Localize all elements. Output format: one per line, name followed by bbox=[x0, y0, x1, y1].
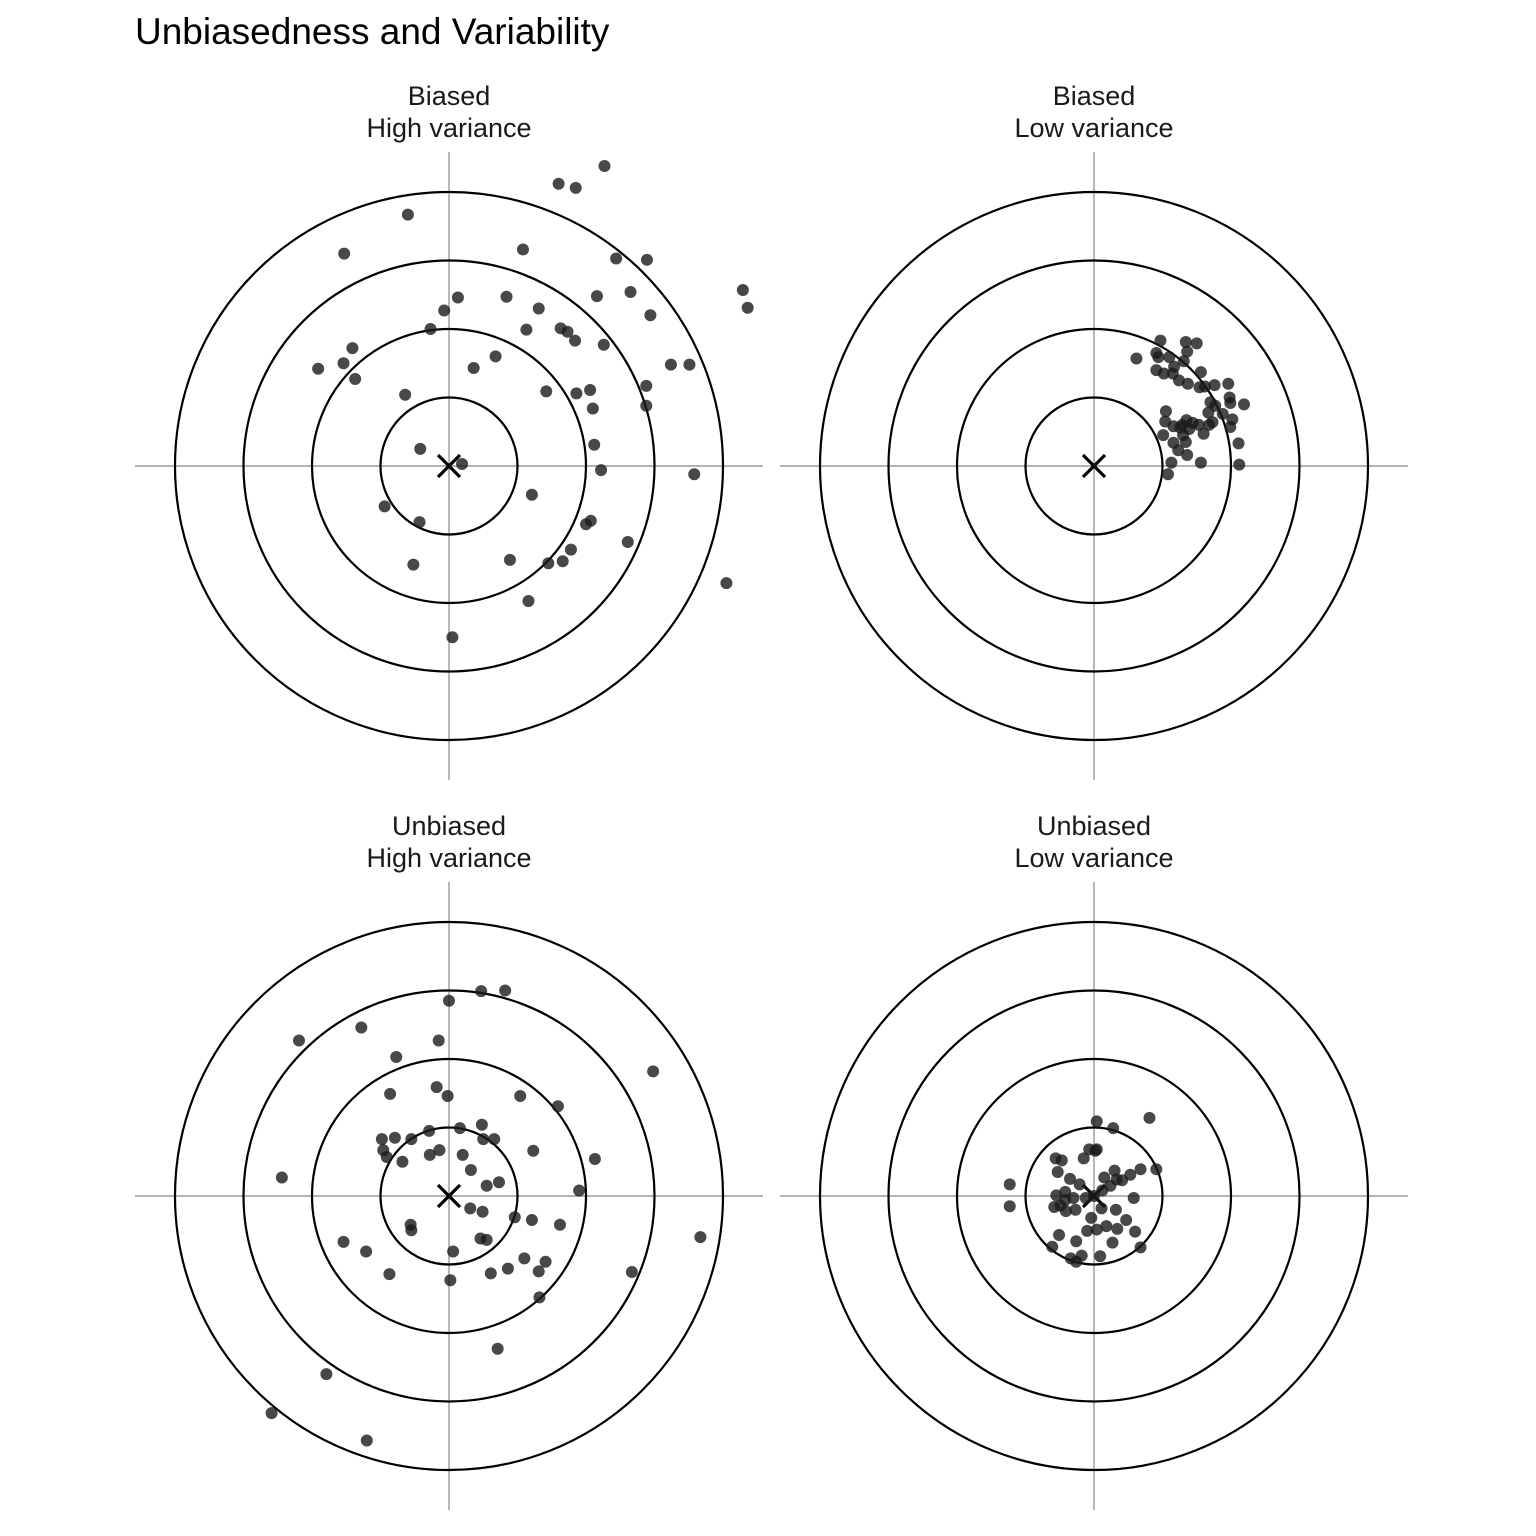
data-point bbox=[1143, 1112, 1155, 1124]
data-point bbox=[1195, 366, 1207, 378]
data-point bbox=[1183, 423, 1195, 435]
data-point bbox=[390, 1051, 402, 1063]
data-point bbox=[1238, 398, 1250, 410]
data-point bbox=[688, 468, 700, 480]
data-point bbox=[533, 302, 545, 314]
data-point bbox=[1070, 1235, 1082, 1247]
data-point bbox=[1070, 1256, 1082, 1268]
data-point bbox=[552, 1100, 564, 1112]
data-point bbox=[1089, 1145, 1101, 1157]
data-point bbox=[1004, 1200, 1016, 1212]
data-point bbox=[1070, 1204, 1082, 1216]
data-point bbox=[1129, 1226, 1141, 1238]
data-point bbox=[276, 1172, 288, 1184]
data-point bbox=[557, 555, 569, 567]
data-point bbox=[502, 1263, 514, 1275]
data-point bbox=[1150, 364, 1162, 376]
data-point bbox=[694, 1231, 706, 1243]
data-point bbox=[442, 1090, 454, 1102]
data-point bbox=[1130, 352, 1142, 364]
data-point bbox=[1150, 1163, 1162, 1175]
data-point bbox=[444, 1274, 456, 1286]
data-point bbox=[540, 385, 552, 397]
data-point bbox=[490, 350, 502, 362]
data-point bbox=[381, 1151, 393, 1163]
data-point bbox=[477, 1133, 489, 1145]
data-point bbox=[526, 489, 538, 501]
data-point bbox=[587, 402, 599, 414]
data-point bbox=[517, 244, 529, 256]
panel-title-line1: Unbiased bbox=[391, 811, 507, 841]
data-point bbox=[591, 290, 603, 302]
data-point bbox=[361, 1435, 373, 1447]
data-point bbox=[1224, 397, 1236, 409]
data-point bbox=[1165, 457, 1177, 469]
data-point bbox=[610, 252, 622, 264]
data-point bbox=[452, 291, 464, 303]
data-point bbox=[520, 324, 532, 336]
data-point bbox=[641, 254, 653, 266]
panel-biased-low-variance bbox=[780, 81, 1408, 780]
panel-title-line1: Biased bbox=[407, 81, 491, 111]
data-point bbox=[570, 387, 582, 399]
data-point bbox=[1052, 1166, 1064, 1178]
data-point bbox=[1135, 1163, 1147, 1175]
data-point bbox=[588, 439, 600, 451]
data-point bbox=[499, 985, 511, 997]
data-point bbox=[683, 359, 695, 371]
data-point bbox=[346, 342, 358, 354]
data-point bbox=[1067, 1192, 1079, 1204]
data-point bbox=[493, 1176, 505, 1188]
panel-title-line2: Low variance bbox=[1014, 843, 1174, 873]
data-point bbox=[526, 1214, 538, 1226]
data-point bbox=[312, 363, 324, 375]
data-point bbox=[1233, 459, 1245, 471]
data-point bbox=[527, 1145, 539, 1157]
data-point bbox=[468, 362, 480, 374]
data-point bbox=[737, 284, 749, 296]
data-point bbox=[414, 443, 426, 455]
data-point bbox=[384, 1088, 396, 1100]
data-point bbox=[431, 1081, 443, 1093]
data-point bbox=[647, 1065, 659, 1077]
data-point bbox=[1046, 1241, 1058, 1253]
data-point bbox=[481, 1234, 493, 1246]
data-point bbox=[1152, 351, 1164, 363]
panel-title-line2: High variance bbox=[366, 843, 532, 873]
data-point bbox=[598, 160, 610, 172]
data-point bbox=[465, 1164, 477, 1176]
data-point bbox=[1111, 1223, 1123, 1235]
data-point bbox=[433, 1144, 445, 1156]
data-point bbox=[584, 384, 596, 396]
panel-unbiased-high-variance bbox=[135, 811, 763, 1510]
data-point bbox=[338, 357, 350, 369]
data-point bbox=[665, 359, 677, 371]
data-point bbox=[1209, 379, 1221, 391]
data-point bbox=[542, 557, 554, 569]
data-point bbox=[485, 1267, 497, 1279]
target-area bbox=[135, 882, 763, 1510]
data-point bbox=[338, 248, 350, 260]
data-point bbox=[320, 1368, 332, 1380]
data-point bbox=[454, 1122, 466, 1134]
target-area bbox=[780, 152, 1408, 780]
data-point bbox=[456, 458, 468, 470]
data-point bbox=[1091, 1224, 1103, 1236]
data-point bbox=[501, 291, 513, 303]
data-point bbox=[464, 1202, 476, 1214]
data-point bbox=[1195, 457, 1207, 469]
data-point bbox=[1224, 421, 1236, 433]
figure-title: Unbiasedness and Variability bbox=[135, 11, 610, 52]
data-point bbox=[1160, 405, 1172, 417]
data-point bbox=[589, 1153, 601, 1165]
data-point bbox=[742, 302, 754, 314]
panel-title-line2: Low variance bbox=[1014, 113, 1174, 143]
data-point bbox=[476, 1119, 488, 1131]
panel-title-line1: Unbiased bbox=[1036, 811, 1152, 841]
data-point bbox=[522, 595, 534, 607]
data-point bbox=[1106, 1237, 1118, 1249]
data-point bbox=[640, 400, 652, 412]
panel-unbiased-low-variance bbox=[780, 811, 1408, 1510]
data-point bbox=[533, 1291, 545, 1303]
data-point bbox=[338, 1236, 350, 1248]
data-point bbox=[1162, 468, 1174, 480]
data-point bbox=[518, 1252, 530, 1264]
data-point bbox=[1110, 1204, 1122, 1216]
data-point bbox=[492, 1343, 504, 1355]
data-point bbox=[1056, 1154, 1068, 1166]
data-point bbox=[555, 322, 567, 334]
data-point bbox=[554, 1219, 566, 1231]
data-point bbox=[477, 1206, 489, 1218]
data-point bbox=[1198, 428, 1210, 440]
data-point bbox=[640, 380, 652, 392]
data-point bbox=[1107, 1122, 1119, 1134]
data-point bbox=[644, 309, 656, 321]
target-area bbox=[135, 152, 763, 780]
data-point bbox=[414, 516, 426, 528]
data-point bbox=[1124, 1169, 1136, 1181]
data-point bbox=[389, 1132, 401, 1144]
data-point bbox=[1048, 1201, 1060, 1213]
data-point bbox=[1154, 335, 1166, 347]
data-point bbox=[447, 1245, 459, 1257]
data-point bbox=[488, 1133, 500, 1145]
data-point bbox=[376, 1133, 388, 1145]
data-point bbox=[573, 1185, 585, 1197]
data-point bbox=[399, 389, 411, 401]
data-point bbox=[1159, 415, 1171, 427]
data-point bbox=[570, 182, 582, 194]
data-point bbox=[585, 515, 597, 527]
data-point bbox=[443, 995, 455, 1007]
data-point bbox=[1094, 1250, 1106, 1262]
data-point bbox=[553, 178, 565, 190]
data-point bbox=[475, 985, 487, 997]
data-point bbox=[425, 323, 437, 335]
data-point bbox=[383, 1268, 395, 1280]
data-point bbox=[1078, 1152, 1090, 1164]
data-point bbox=[1182, 378, 1194, 390]
data-point bbox=[540, 1256, 552, 1268]
data-point bbox=[402, 209, 414, 221]
data-point bbox=[407, 559, 419, 571]
data-point bbox=[509, 1211, 521, 1223]
data-point bbox=[1233, 437, 1245, 449]
data-point bbox=[533, 1265, 545, 1277]
data-point bbox=[625, 286, 637, 298]
panel-title-line1: Biased bbox=[1052, 81, 1136, 111]
data-point bbox=[1181, 449, 1193, 461]
data-point bbox=[457, 1149, 469, 1161]
data-point bbox=[1091, 1115, 1103, 1127]
data-point bbox=[720, 577, 732, 589]
data-point bbox=[598, 339, 610, 351]
data-point bbox=[355, 1021, 367, 1033]
data-point bbox=[266, 1407, 278, 1419]
data-point bbox=[349, 373, 361, 385]
data-point bbox=[293, 1035, 305, 1047]
data-point bbox=[1085, 1212, 1097, 1224]
panel-title-line2: High variance bbox=[366, 113, 532, 143]
data-point bbox=[626, 1266, 638, 1278]
data-point bbox=[423, 1125, 435, 1137]
data-point bbox=[1074, 1178, 1086, 1190]
target-area bbox=[780, 882, 1408, 1510]
data-point bbox=[514, 1090, 526, 1102]
data-point bbox=[405, 1133, 417, 1145]
data-point bbox=[1053, 1229, 1065, 1241]
data-point bbox=[622, 536, 634, 548]
data-point bbox=[1222, 378, 1234, 390]
data-point bbox=[446, 631, 458, 643]
data-point bbox=[433, 1035, 445, 1047]
data-point bbox=[1204, 396, 1216, 408]
data-point bbox=[438, 305, 450, 317]
data-point bbox=[405, 1224, 417, 1236]
data-point bbox=[360, 1245, 372, 1257]
data-point bbox=[379, 500, 391, 512]
data-point bbox=[1096, 1202, 1108, 1214]
data-point bbox=[595, 464, 607, 476]
data-point bbox=[1004, 1178, 1016, 1190]
data-point bbox=[481, 1180, 493, 1192]
data-point bbox=[565, 544, 577, 556]
data-point bbox=[396, 1156, 408, 1168]
data-point bbox=[1098, 1172, 1110, 1184]
data-point bbox=[1135, 1241, 1147, 1253]
data-point bbox=[1157, 429, 1169, 441]
data-point bbox=[504, 554, 516, 566]
data-point bbox=[1120, 1214, 1132, 1226]
data-point bbox=[1109, 1165, 1121, 1177]
panel-biased-high-variance bbox=[135, 81, 763, 780]
data-point bbox=[1191, 337, 1203, 349]
data-point bbox=[1128, 1192, 1140, 1204]
